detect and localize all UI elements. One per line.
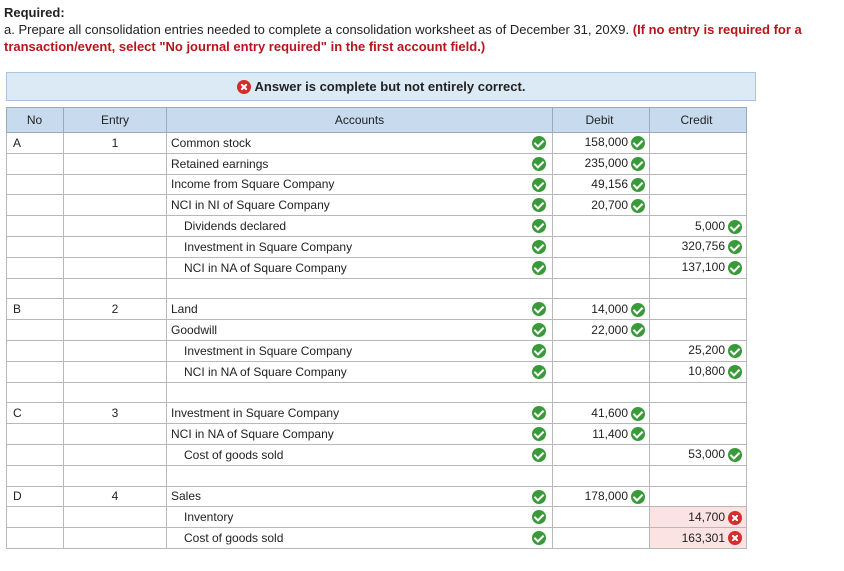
account-name: Goodwill <box>171 323 218 338</box>
cell-account[interactable] <box>167 278 553 299</box>
cell-credit[interactable] <box>650 174 747 195</box>
account-name: NCI in NA of Square Company <box>184 364 347 379</box>
x-circle-icon <box>237 80 251 94</box>
cell-credit[interactable] <box>650 195 747 216</box>
check-circle-icon <box>631 407 645 421</box>
table-row <box>7 403 747 424</box>
cell-credit[interactable] <box>650 507 747 528</box>
cell-no <box>7 236 64 257</box>
table-row <box>7 382 747 403</box>
cell-entry <box>64 528 167 549</box>
required-note: (If no entry is required for a transaction/event, select "No journal entry required" in the first account field.) <box>4 22 802 54</box>
entry-value: 1 <box>111 135 119 150</box>
account-name: Common stock <box>171 135 252 150</box>
table-row <box>7 174 747 195</box>
cell-account[interactable] <box>167 528 553 549</box>
no-value: D <box>13 489 22 504</box>
cell-account[interactable] <box>167 424 553 445</box>
table-row <box>7 486 747 507</box>
table-row <box>7 465 747 486</box>
cell-entry <box>64 236 167 257</box>
check-circle-icon <box>631 157 645 171</box>
x-circle-icon <box>728 511 742 525</box>
cell-account[interactable] <box>167 486 553 507</box>
cell-debit[interactable] <box>553 133 650 154</box>
account-name: NCI in NA of Square Company <box>171 427 334 442</box>
cell-no <box>7 444 64 465</box>
cell-debit[interactable] <box>553 382 650 403</box>
cell-entry <box>64 174 167 195</box>
account-name: Investment in Square Company <box>184 239 353 254</box>
cell-credit[interactable] <box>650 528 747 549</box>
cell-no <box>7 153 64 174</box>
cell-entry <box>64 486 167 507</box>
debit-value: 49,156 <box>591 177 628 192</box>
check-circle-icon <box>532 261 546 275</box>
cell-no <box>7 382 64 403</box>
cell-no <box>7 528 64 549</box>
cell-debit[interactable] <box>553 465 650 486</box>
account-name: NCI in NI of Square Company <box>171 198 330 213</box>
table-row <box>7 278 747 299</box>
table-row <box>7 153 747 174</box>
credit-value: 25,200 <box>688 343 725 358</box>
check-circle-icon <box>532 198 546 212</box>
header-accounts: Accounts <box>167 108 553 133</box>
check-circle-icon <box>532 136 546 150</box>
cell-account[interactable] <box>167 320 553 341</box>
cell-entry <box>64 216 167 237</box>
cell-entry <box>64 507 167 528</box>
cell-account[interactable] <box>167 507 553 528</box>
header-credit: Credit <box>650 108 747 133</box>
entry-value: 3 <box>111 406 119 421</box>
table-row <box>7 528 747 549</box>
cell-account[interactable] <box>167 361 553 382</box>
cell-account[interactable] <box>167 340 553 361</box>
check-circle-icon <box>728 240 742 254</box>
check-circle-icon <box>631 199 645 213</box>
cell-debit[interactable] <box>553 195 650 216</box>
account-name: Investment in Square Company <box>184 343 353 358</box>
consolidation-worksheet-table <box>6 107 747 549</box>
cell-no <box>7 174 64 195</box>
check-circle-icon <box>532 219 546 233</box>
cell-no <box>7 278 64 299</box>
cell-account[interactable] <box>167 465 553 486</box>
required-text: a. Prepare all consolidation entries needed to complete a consolidation worksheet as of December 31, 20X9. <box>4 22 630 37</box>
cell-no <box>7 320 64 341</box>
table-row <box>7 216 747 237</box>
cell-no <box>7 403 64 424</box>
no-value: C <box>13 406 22 421</box>
check-circle-icon <box>532 323 546 337</box>
cell-entry <box>64 320 167 341</box>
check-circle-icon <box>728 344 742 358</box>
cell-account[interactable] <box>167 174 553 195</box>
cell-credit[interactable] <box>650 465 747 486</box>
required-instructions <box>4 21 842 55</box>
cell-no <box>7 299 64 320</box>
cell-no <box>7 507 64 528</box>
check-circle-icon <box>728 220 742 234</box>
no-value: B <box>13 302 22 317</box>
cell-no <box>7 361 64 382</box>
cell-credit[interactable] <box>650 257 747 278</box>
cell-account[interactable] <box>167 153 553 174</box>
table-header-row <box>7 108 747 133</box>
credit-value: 137,100 <box>681 260 725 275</box>
cell-debit[interactable] <box>553 340 650 361</box>
answer-status-text: Answer is complete but not entirely correct. <box>254 79 526 94</box>
account-name: NCI in NA of Square Company <box>184 260 347 275</box>
check-circle-icon <box>532 531 546 545</box>
debit-value: 11,400 <box>592 426 628 441</box>
account-name: Land <box>171 302 198 317</box>
cell-debit[interactable] <box>553 486 650 507</box>
check-circle-icon <box>728 448 742 462</box>
check-circle-icon <box>631 303 645 317</box>
account-name: Sales <box>171 489 202 504</box>
cell-account[interactable] <box>167 195 553 216</box>
cell-credit[interactable] <box>650 299 747 320</box>
cell-credit[interactable] <box>650 278 747 299</box>
debit-value: 20,700 <box>591 197 628 212</box>
account-name: Income from Square Company <box>171 177 335 192</box>
table-row <box>7 340 747 361</box>
header-debit: Debit <box>553 108 650 133</box>
credit-value: 53,000 <box>688 447 725 462</box>
cell-credit[interactable] <box>650 361 747 382</box>
check-circle-icon <box>532 490 546 504</box>
check-circle-icon <box>631 427 645 441</box>
cell-credit[interactable] <box>650 444 747 465</box>
cell-account[interactable] <box>167 133 553 154</box>
cell-entry <box>64 340 167 361</box>
cell-credit[interactable] <box>650 320 747 341</box>
cell-no <box>7 257 64 278</box>
account-name: Inventory <box>184 510 234 525</box>
table-row <box>7 444 747 465</box>
cell-debit[interactable] <box>553 320 650 341</box>
cell-debit[interactable] <box>553 444 650 465</box>
cell-debit[interactable] <box>553 403 650 424</box>
check-circle-icon <box>532 406 546 420</box>
cell-account[interactable] <box>167 216 553 237</box>
table-row <box>7 361 747 382</box>
credit-value: 163,301 <box>681 530 725 545</box>
cell-entry <box>64 133 167 154</box>
cell-entry <box>64 403 167 424</box>
debit-value: 14,000 <box>591 301 628 316</box>
answer-status-banner <box>6 72 756 101</box>
credit-value: 10,800 <box>688 364 725 379</box>
check-circle-icon <box>532 510 546 524</box>
credit-value: 5,000 <box>694 218 725 233</box>
cell-entry <box>64 424 167 445</box>
debit-value: 235,000 <box>584 156 628 171</box>
cell-credit[interactable] <box>650 133 747 154</box>
check-circle-icon <box>532 157 546 171</box>
cell-no <box>7 133 64 154</box>
cell-credit[interactable] <box>650 424 747 445</box>
cell-no <box>7 195 64 216</box>
header-entry: Entry <box>64 108 167 133</box>
cell-credit[interactable] <box>650 382 747 403</box>
table-row <box>7 424 747 445</box>
entry-value: 2 <box>111 302 119 317</box>
check-circle-icon <box>532 302 546 316</box>
cell-account[interactable] <box>167 257 553 278</box>
cell-debit[interactable] <box>553 507 650 528</box>
x-circle-icon <box>728 531 742 545</box>
header-no: No <box>7 108 64 133</box>
cell-account[interactable] <box>167 236 553 257</box>
check-circle-icon <box>532 427 546 441</box>
cell-entry <box>64 382 167 403</box>
table-row <box>7 133 747 154</box>
cell-no <box>7 340 64 361</box>
cell-no <box>7 465 64 486</box>
credit-value: 14,700 <box>688 509 725 524</box>
check-circle-icon <box>728 365 742 379</box>
table-row <box>7 236 747 257</box>
check-circle-icon <box>728 261 742 275</box>
cell-entry <box>64 444 167 465</box>
check-circle-icon <box>532 365 546 379</box>
cell-debit[interactable] <box>553 236 650 257</box>
cell-credit[interactable] <box>650 216 747 237</box>
cell-no <box>7 216 64 237</box>
check-circle-icon <box>631 323 645 337</box>
check-circle-icon <box>532 448 546 462</box>
table-row <box>7 195 747 216</box>
cell-debit[interactable] <box>553 174 650 195</box>
table-row <box>7 299 747 320</box>
check-circle-icon <box>532 178 546 192</box>
cell-debit[interactable] <box>553 361 650 382</box>
cell-credit[interactable] <box>650 340 747 361</box>
cell-credit[interactable] <box>650 403 747 424</box>
cell-entry <box>64 299 167 320</box>
cell-debit[interactable] <box>553 528 650 549</box>
cell-debit[interactable] <box>553 257 650 278</box>
cell-entry <box>64 361 167 382</box>
debit-value: 178,000 <box>584 489 628 504</box>
check-circle-icon <box>631 490 645 504</box>
cell-entry <box>64 465 167 486</box>
cell-debit[interactable] <box>553 153 650 174</box>
cell-credit[interactable] <box>650 486 747 507</box>
table-row <box>7 507 747 528</box>
check-circle-icon <box>631 136 645 150</box>
table-row <box>7 320 747 341</box>
cell-account[interactable] <box>167 403 553 424</box>
account-name: Cost of goods sold <box>184 447 284 462</box>
cell-debit[interactable] <box>553 299 650 320</box>
check-circle-icon <box>631 178 645 192</box>
account-name: Retained earnings <box>171 156 269 171</box>
cell-credit[interactable] <box>650 153 747 174</box>
cell-no <box>7 486 64 507</box>
check-circle-icon <box>532 240 546 254</box>
account-name: Dividends declared <box>184 219 287 234</box>
debit-value: 41,600 <box>591 405 628 420</box>
cell-entry <box>64 153 167 174</box>
check-circle-icon <box>532 344 546 358</box>
cell-debit[interactable] <box>553 278 650 299</box>
debit-value: 158,000 <box>584 135 628 150</box>
account-name: Cost of goods sold <box>184 531 284 546</box>
cell-entry <box>64 278 167 299</box>
entry-value: 4 <box>111 489 119 504</box>
cell-entry <box>64 195 167 216</box>
table-row <box>7 257 747 278</box>
cell-credit[interactable] <box>650 236 747 257</box>
cell-no <box>7 424 64 445</box>
cell-account[interactable] <box>167 382 553 403</box>
credit-value: 320,756 <box>681 239 725 254</box>
cell-debit[interactable] <box>553 216 650 237</box>
cell-account[interactable] <box>167 444 553 465</box>
cell-debit[interactable] <box>553 424 650 445</box>
debit-value: 22,000 <box>591 322 628 337</box>
required-title: Required: <box>4 5 65 20</box>
cell-entry <box>64 257 167 278</box>
cell-account[interactable] <box>167 299 553 320</box>
no-value: A <box>13 135 22 150</box>
account-name: Investment in Square Company <box>171 406 340 421</box>
